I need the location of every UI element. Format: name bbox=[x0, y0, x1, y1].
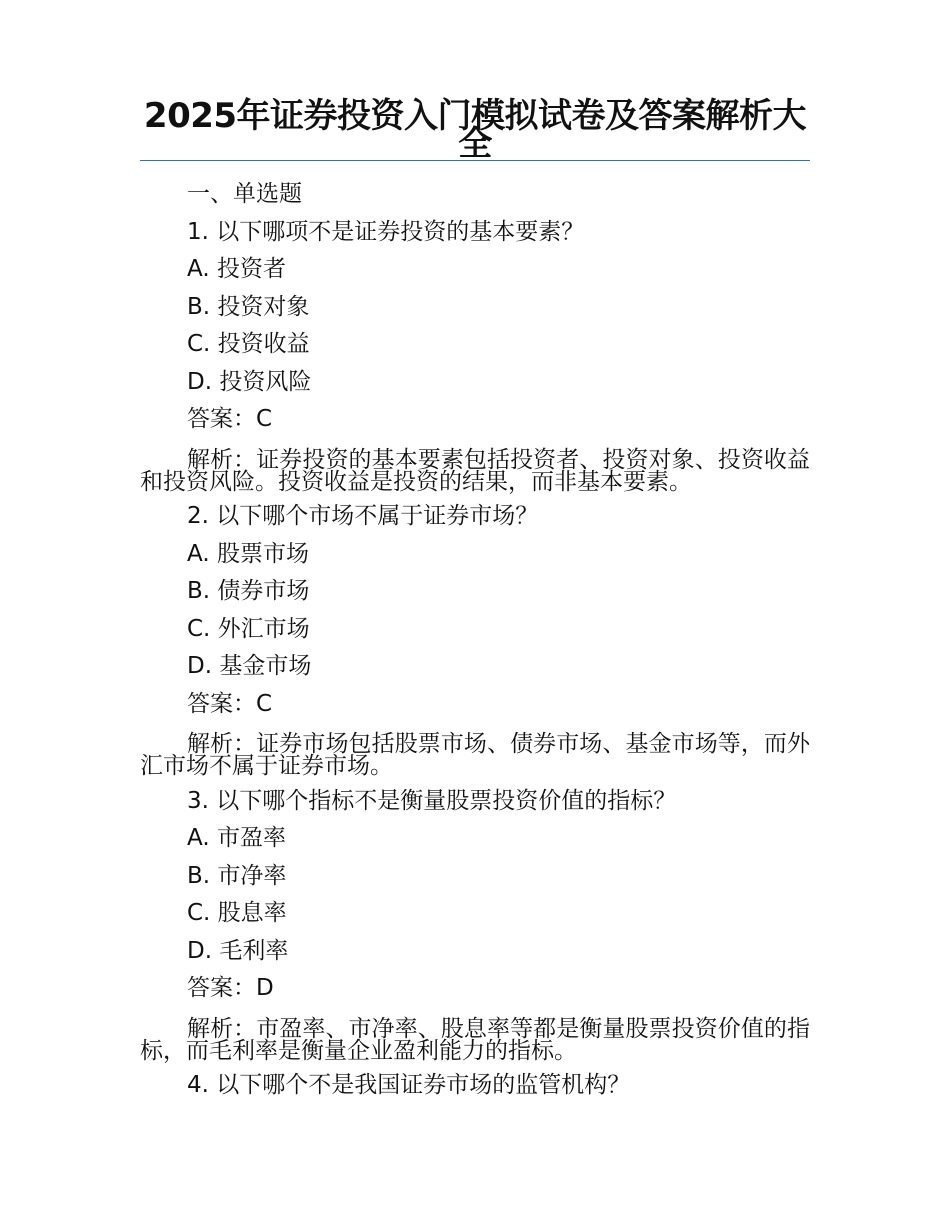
option-a: A. 市盈率 bbox=[187, 825, 286, 851]
answer-text: 答案：C bbox=[187, 690, 273, 717]
document-body bbox=[140, 176, 810, 1105]
option-b: B. 债券市场 bbox=[187, 578, 310, 604]
answer-text: 答案：D bbox=[187, 975, 274, 1001]
title-underline bbox=[140, 160, 810, 161]
section-heading: 一、单选题 bbox=[187, 181, 302, 207]
option-d: D. 投资风险 bbox=[187, 368, 312, 395]
option-a: A. 投资者 bbox=[187, 256, 286, 282]
document-title: 2025年证券投资入门模拟试卷及答案解析大全 bbox=[143, 96, 807, 164]
option-b: B. 市净率 bbox=[187, 862, 287, 889]
question-text: 1. 以下哪项不是证券投资的基本要素？ bbox=[187, 218, 585, 245]
analysis-text: 解析：证券市场包括股票市场、债券市场、基金市场等，而外汇市场不属于证券市场。 bbox=[140, 731, 810, 779]
option-c: C. 投资收益 bbox=[187, 331, 310, 357]
question-text: 4. 以下哪个不是我国证券市场的监管机构？ bbox=[187, 1072, 631, 1098]
analysis-text: 解析：市盈率、市净率、股息率等都是衡量股票投资价值的指标，而毛利率是衡量企业盈利能力的指标。 bbox=[140, 1015, 810, 1064]
option-d: D. 毛利率 bbox=[187, 937, 289, 964]
answer-text: 答案：C bbox=[187, 406, 273, 432]
option-b: B. 投资对象 bbox=[187, 293, 310, 320]
option-d: D. 基金市场 bbox=[187, 653, 312, 679]
analysis-text: 解析：证券投资的基本要素包括投资者、投资对象、投资收益和投资风险。投资收益是投资的结果，而非基本要素。 bbox=[140, 446, 810, 495]
option-c: C. 外汇市场 bbox=[187, 615, 310, 642]
question-text: 2. 以下哪个市场不属于证券市场？ bbox=[187, 503, 539, 529]
option-c: C. 股息率 bbox=[187, 900, 287, 926]
question-text: 3. 以下哪个指标不是衡量股票投资价值的指标？ bbox=[187, 787, 677, 814]
option-a: A. 股票市场 bbox=[187, 540, 309, 567]
